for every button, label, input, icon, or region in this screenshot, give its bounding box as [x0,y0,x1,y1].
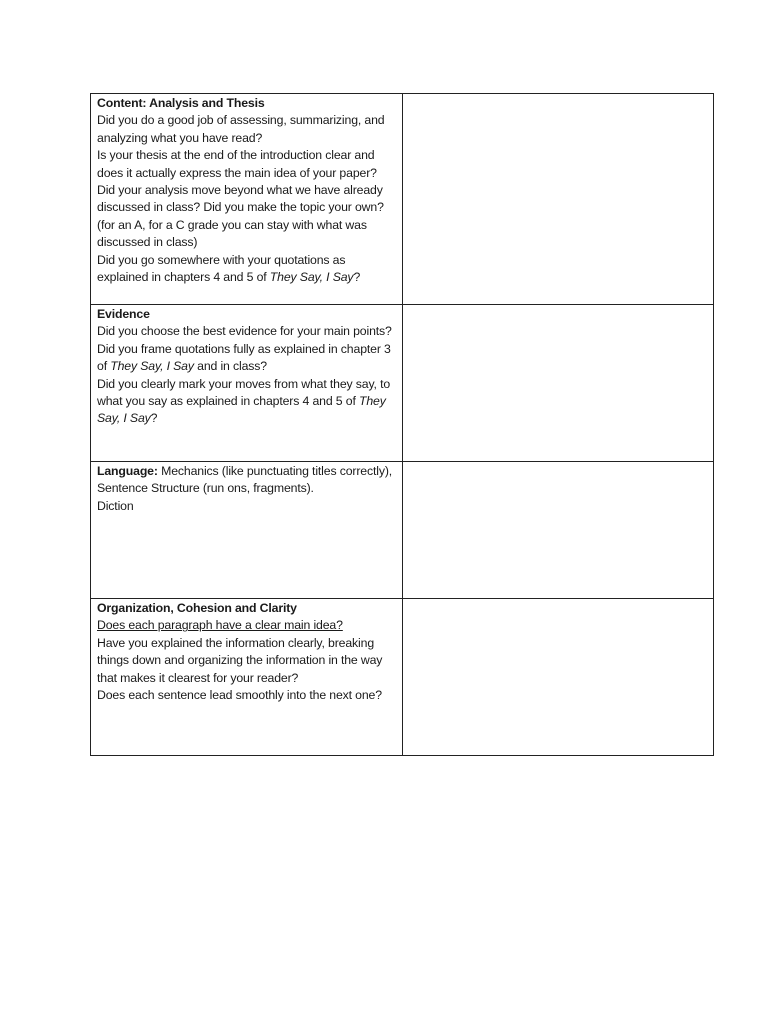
table-row [91,599,714,756]
criteria-cell-language [91,462,403,599]
question-text: ? [150,411,158,426]
criteria-cell-organization [91,599,403,756]
comment-cell[interactable] [403,305,714,462]
criteria-question: Did you do a good job of assessing, summarizing, and analyzing what you have read? [97,113,385,145]
criteria-question: Diction [97,498,134,513]
criteria-question [97,376,396,428]
criteria-question: Did your analysis move beyond what we have already discussed in class? Did you make the topic your own? (for an A, for a C grade you can stay with what was discussed in class) [97,183,384,250]
criteria-question [97,463,396,498]
criteria-question [97,341,396,376]
comment-cell[interactable] [403,462,714,599]
question-text: Mechanics (like punctuating titles correctly), Sentence Structure (run ons, fragments). [97,464,393,496]
criteria-question: Did you choose the best evidence for your main points? [97,324,392,339]
book-title: They Say, I Say [110,359,194,374]
criteria-title: Content: Analysis and Thesis [97,96,265,110]
table-row [91,94,714,305]
criteria-question: Does each paragraph have a clear main idea? [97,618,343,633]
comment-cell[interactable] [403,599,714,756]
criteria-cell-content [91,94,403,305]
table-row [91,305,714,462]
question-text: Did you clearly mark your moves from what they say, to what you say as explained in chapters 4 and 5 of [97,376,391,409]
question-text: ? [353,270,361,285]
book-title: They Say, I Say [97,394,386,426]
table-row [91,462,714,599]
question-text: Did you frame quotations fully as explained in chapter 3 of [97,341,391,374]
criteria-question: Have you explained the information clearly, breaking things down and organizing the information in the way that makes it clearest for your reader? [97,635,383,685]
criteria-title: Language: [97,464,158,478]
criteria-question: Does each sentence lead smoothly into the next one? [97,688,382,703]
criteria-question [97,252,396,287]
criteria-title: Evidence [97,307,150,321]
book-title: They Say, I Say [269,270,354,285]
comment-cell[interactable] [403,94,714,305]
question-text: and in class? [193,359,267,374]
question-text: Did you go somewhere with your quotations as explained in chapters 4 and 5 of [97,252,346,285]
criteria-cell-evidence [91,305,403,462]
criteria-question: Is your thesis at the end of the introduction clear and does it actually express the main idea of your paper? [97,148,377,180]
criteria-title: Organization, Cohesion and Clarity [97,601,297,615]
rubric-table [90,93,714,756]
